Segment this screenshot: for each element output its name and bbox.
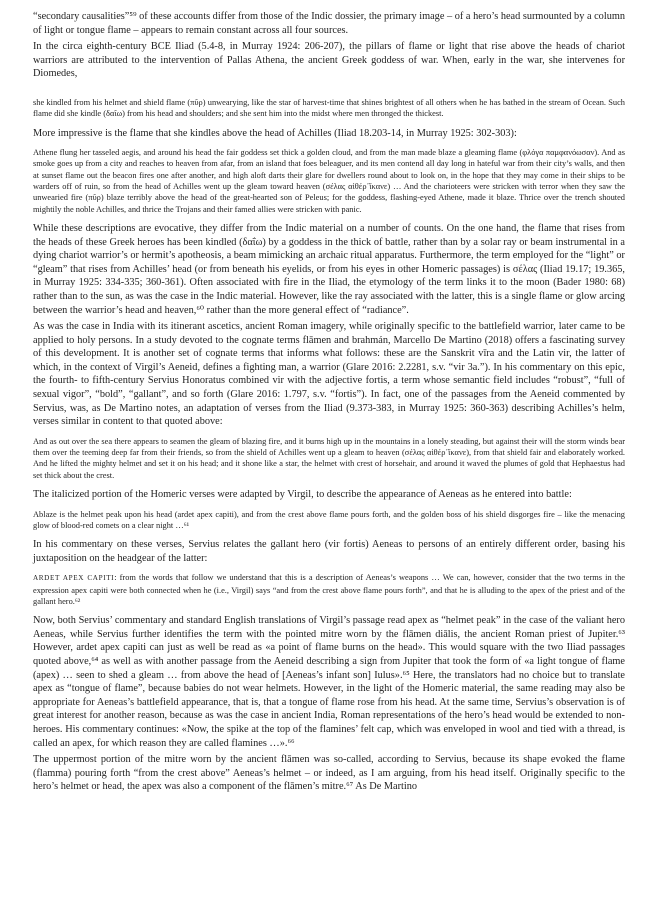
block-quote-2: Athene flung her tasseled aegis, and around his head the fair goddess set thick a golden cloud, and from the man made blaze a gleaming flame (φλόγα παμφανόωσαν). And as smoke goes up from a city and reaches to heaven from afar, from an island that foes beleaguer, and its men contend all day long in hateful war from their city’s walls, and then at sunset flame out the beacon fires one after another, and high aloft darts their glare for dwellers round about to look on, in the hope that they may come in their ships to be warders off of ruin, so from the head of Achilles went up the gleam toward heaven (σέλας αἰθέρ᾽ἵκανε) … And the charioteers were stricken with terror when they saw the unwearied fire (πῦρ) blaze terribly above the head of the great-hearted son of Peleus; for the goddess, flashing-eyed Athene, made it blaze. Thrice over the trench shouted mightily the noble Achilles, and thrice the Trojans and their famed allies were stricken with panic.	[33, 148, 625, 214]
quote-5-text: : from the words that follow we understand that this is a description of Aeneas’s weapons … We can, however, consider that the two terms in the expression apex capiti were both connected when he (i.e., Virgil) says “and from the crest above flame pours forth”, and that he is alluding to the apex of the priest and of the gallant hero.⁶²	[33, 573, 626, 606]
block-quote-1: she kindled from his helmet and shield flame (πῦρ) unwearying, like the star of harvest-time that shines brightest of all others when he has bathed in the stream of Ocean. Such flame did she kindle (δαῖω) from his head and shoulders; and she sent him into the midst where men thronged the thickest.	[33, 97, 625, 119]
block-quote-3: And as out over the sea there appears to seamen the gleam of blazing fire, and it burns high up in the mountains in a lonely steading, but against their will the storm winds bear them over the teeming deep far from their friends, so from the shield of Achilles went up a gleam to heaven (σέλας αἰθέρ᾽ἵκανε), from that shield fair and elaborately worked. And he lifted the mighty helmet and set it on his head; and it shone like a star, the helmet with crest of horsehair, and around it waved the plumes of gold that Hephaestus had set thick about the crest.	[33, 436, 625, 480]
paragraph-3: More impressive is the flame that she kindles above the head of Achilles (Iliad 18.203-14, in Murray 1925: 302-303):	[33, 127, 517, 139]
block-quote-5	[33, 572, 625, 607]
paragraph-7: In his commentary on these verses, Servius relates the gallant hero (vir fortis) Aeneas to persons of an entirely different order, basing his juxtaposition on the headgear of the latter:	[33, 539, 625, 564]
paragraph-9: The uppermost portion of the mitre worn by the ancient flāmen was so-called, according to Servius, because its shape evoked the flame (flamma) pouring forth “from the crest above” Aeneas’s helmet – or indeed, as I am arguing, from his head itself. Originally specific to the hero’s helmet or head, the apex was also a component of the flāmen’s mitre.⁶⁷ As De Martino	[33, 754, 625, 793]
paragraph-1: “secondary causalities”⁵⁹ of these accounts differ from those of the Indic dossier, the primary image – of a hero’s head surmounted by a column of light or tongue flame – appears to remain constant across all four sources.	[33, 11, 625, 36]
paragraph-8: Now, both Servius’ commentary and standard English translations of Virgil’s passage read apex as “helmet peak” in the case of the valiant hero Aeneas, while Servius further identifies the term with the pointed mitre worn by the flāmen diālis, the ancient Roman priest of Jupiter.⁶³ However, ardet apex capiti can just as well be read as «a point of flame burns on the head». This would square with the two Iliad passages quoted above,⁶⁴ as well as with another passage from the Aeneid describing a sign from Jupiter that took the form of «a light tongue of flame (apex) … seen to shed a gleam … from above the head of [Aeneas’s infant son] Iulus».⁶⁵ Here, the translators had no choice but to translate apex as “tongue of flame”, because babies do not wear helmets. However, in the light of the Homeric material, the same reading may also be appropriate for Aeneas’s battlefield appearance, that is, that a tongue of flame rose from his head. At the same time, Servius’s observation is of great interest for another reason, because as was the case in ancient India, Roman representations of the hero’s head would be extended to non-heroes. His commentary continues: «Now, the spike at the top of the flamines’ felt cap, which was enveloped in wool and tied with a thread, is called an apex, for which reason they are called flamines …».⁶⁶	[33, 615, 625, 749]
paragraph-6: The italicized portion of the Homeric verses were adapted by Virgil, to describe the appearance of Aeneas as he entered into battle:	[33, 489, 572, 501]
quote-lead-smallcaps: ARDET APEX CAPITI	[33, 574, 115, 583]
paragraph-2: In the circa eighth-century BCE Iliad (5.4-8, in Murray 1924: 206-207), the pillars of flame or light that rise above the heads of chariot warriors are attributed to the intervention of Pallas Athena, the ancient Greek goddess of war. When, early in the war, she intervenes for Diomedes,	[33, 41, 625, 80]
page-content	[33, 10, 625, 797]
paragraph-5: As was the case in India with its itinerant ascetics, ancient Roman imagery, while originally specific to the battlefield warrior, later came to be applied to holy persons. In a study devoted to the cognate terms flāmen and brahmán, Marcello De Martino (2018) offers a fascinating survey of this development. It is another set of cognate terms that informs what follows: these are the Sanskrit vīra and the Latin vir, the latter of which, in the context of Virgil’s Aeneid, defines a fighting man, a warrior (Glare 2016: 2.2281, s.v. “vir 3a.”). In his commentary on this epic, the fourth- to fifth-century Servius Honoratus combined vir with the adjective fortis, a term whose semantic field includes “robust”, “full of sexual vigor”, “bold”, “gallant”, and so forth (Glare 2016: 1.797, s.v. “fortis”). In fact, one of the passages from the Aeneid commented by Servius, was, as De Martino notes, an adaptation of verses from the Iliad (9.373-383, in Murray 1925: 360-363) describing Achilles’s helm, verses similar in content to that quoted above:	[33, 321, 625, 428]
block-quote-4: Ablaze is the helmet peak upon his head (ardet apex capiti), and from the crest above flame pours forth, and the golden boss of his shield disgorges fire – like the menacing glow of blood-red comets on a clear night …⁶¹	[33, 509, 625, 530]
paragraph-4: While these descriptions are evocative, they differ from the Indic material on a number of counts. On the one hand, the flame that rises from the heads of these Greek heroes has been kindled (δαΐω) by a goddess in the thick of battle, rather than by a solar ray or beam instrumental in a dying chariot warrior’s or hermit’s apotheosis, a beam mimicking an archaic ritual apparatus. Furthermore, the term employed for the “light” or “gleam” that rises from Achilles’ head (or from beneath his eyelids, or from his eyes in other Homeric passages) is σέλας (Iliad 19.17; 19.365, in Murray 1925: 334-335; 360-361). Often associated with fire in the Iliad, the etymology of the term links it to the moon (Bader 1980: 68) rather than to the sun, as was the case in the Indic material. However, like the ray associated with the latter, this is a single flame or glow arcing between the warrior’s head and heaven,⁶⁰ rather than the more general effect of “radiance”.	[33, 222, 625, 316]
